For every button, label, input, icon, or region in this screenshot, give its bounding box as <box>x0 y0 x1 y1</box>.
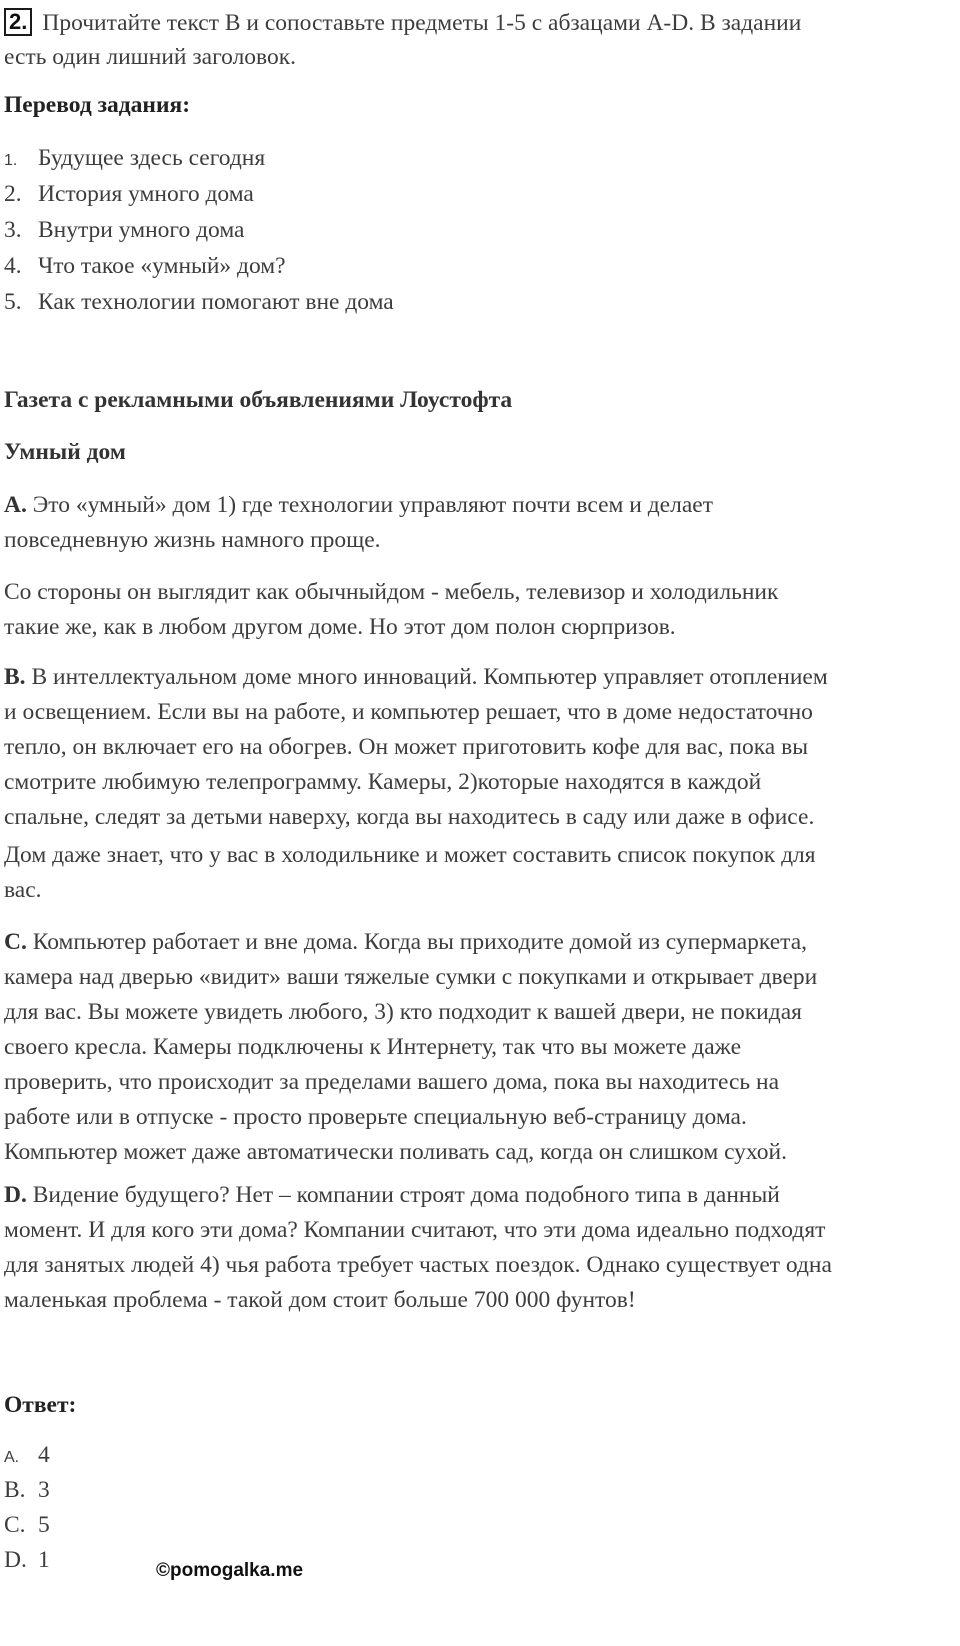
paragraph-line: камера над дверью «видит» ваши тяжелые сумки с покупками и открывает двери <box>4 964 818 990</box>
answer-list <box>4 1438 50 1578</box>
paragraph-line: вас. <box>4 877 42 903</box>
task-number-badge: 2. <box>4 8 32 36</box>
paragraph-line: момент. И для кого эти дома? Компании считают, что эти дома идеально подходят <box>4 1217 826 1243</box>
paragraph-line: маленькая проблема - такой дом стоит больше 700 000 фунтов! <box>4 1287 636 1313</box>
paragraph-line: и освещением. Если вы на работе, и компьютер решает, что в доме недостаточно <box>4 699 813 725</box>
paragraph-line: тепло, он включает его на обогрев. Он может приготовить кофе для вас, пока вы <box>4 734 808 760</box>
paragraph-c <box>4 925 954 1170</box>
answer-heading: Ответ: <box>4 1392 77 1418</box>
translation-heading: Перевод задания: <box>4 92 191 118</box>
paragraph-line: повседневную жизнь намного проще. <box>4 527 381 553</box>
paragraph-letter: D. <box>4 1182 27 1208</box>
answer-letter: B. <box>4 1477 26 1503</box>
paragraph-b <box>4 660 954 835</box>
answer-item <box>4 1473 50 1508</box>
answer-value: 1 <box>38 1547 50 1573</box>
paragraph-line: работе или в отпуске - просто проверьте специальную веб-страницу дома. <box>4 1104 747 1130</box>
paragraph-line: Компьютер работает и вне дома. Когда вы приходите домой из супермаркета, <box>26 929 808 955</box>
list-item-text: Что такое «умный» дом? <box>38 253 286 279</box>
paragraph-line: В интеллектуальном доме много инноваций. Компьютер управляет отоплением <box>25 664 828 690</box>
list-item-number: 4. <box>4 253 22 279</box>
paragraph-line: такие же, как в любом другом доме. Но этот дом полон сюрпризов. <box>4 614 676 640</box>
answer-item <box>4 1438 50 1473</box>
task-text-line-1: Прочитайте текст B и сопоставьте предметы 1-5 с абзацами A-D. В задании <box>42 10 802 36</box>
list-item-number: 3. <box>4 217 22 243</box>
paragraph-d <box>4 1178 954 1318</box>
list-item-text: Будущее здесь сегодня <box>38 145 266 171</box>
paragraph-line: Со стороны он выглядит как обычныйдом - мебель, телевизор и холодильник <box>4 579 779 605</box>
list-item-number: 5. <box>4 289 22 315</box>
paragraph-line: спальне, следят за детьми наверху, когда вы находитесь в саду или даже в офисе. <box>4 804 815 830</box>
paragraph-line: смотрите любимую телепрограмму. Камеры, 2)которые находятся в каждой <box>4 769 762 795</box>
article-title: Умный дом <box>4 439 126 465</box>
paragraph-line: для вас. Вы можете увидеть любого, 3) кто подходит к вашей двери, не покидая <box>4 999 802 1025</box>
paragraph-letter: B. <box>4 664 26 690</box>
list-item <box>4 140 394 176</box>
list-item <box>4 212 394 248</box>
paragraph-line: Дом даже знает, что у вас в холодильнике и может составить список покупок для <box>4 842 816 868</box>
answer-letter: D. <box>4 1547 27 1573</box>
answer-item <box>4 1543 50 1578</box>
paragraph-line: Видение будущего? Нет – компании строят дома подобного типа в данный <box>26 1182 780 1208</box>
list-item-number: 1. <box>4 152 18 169</box>
paragraph-b-continued <box>4 838 954 908</box>
paragraph-letter: A. <box>4 492 27 518</box>
answer-letter: C. <box>4 1512 26 1538</box>
answer-item <box>4 1508 50 1543</box>
translation-list <box>4 140 394 320</box>
paragraph-line: своего кресла. Камеры подключены к Интернету, так что вы можете даже <box>4 1034 742 1060</box>
newspaper-title: Газета с рекламными объявлениями Лоустофта <box>4 387 513 413</box>
paragraph-a-continued <box>4 575 954 645</box>
task-instruction <box>4 6 954 74</box>
list-item <box>4 284 394 320</box>
answer-letter: A. <box>4 1449 20 1466</box>
paragraph-line: Это «умный» дом 1) где технологии управляют почти всем и делает <box>26 492 713 518</box>
answer-value: 5 <box>38 1512 50 1538</box>
list-item-text: Как технологии помогают вне дома <box>38 289 394 315</box>
paragraph-a <box>4 488 954 558</box>
paragraph-line: проверить, что происходит за пределами вашего дома, пока вы находитесь на <box>4 1069 780 1095</box>
list-item <box>4 248 394 284</box>
paragraph-letter: C. <box>4 929 27 955</box>
task-text-line-2: есть один лишний заголовок. <box>4 44 297 70</box>
paragraph-line: Компьютер может даже автоматически поливать сад, когда он слишком сухой. <box>4 1139 787 1165</box>
list-item <box>4 176 394 212</box>
answer-value: 4 <box>38 1442 50 1468</box>
list-item-text: Внутри умного дома <box>38 217 245 243</box>
paragraph-line: для занятых людей 4) чья работа требует частых поездок. Однако существует одна <box>4 1252 832 1278</box>
answer-value: 3 <box>38 1477 50 1503</box>
list-item-number: 2. <box>4 181 22 207</box>
list-item-text: История умного дома <box>38 181 254 207</box>
watermark: ©pomogalka.me <box>156 1560 304 1581</box>
